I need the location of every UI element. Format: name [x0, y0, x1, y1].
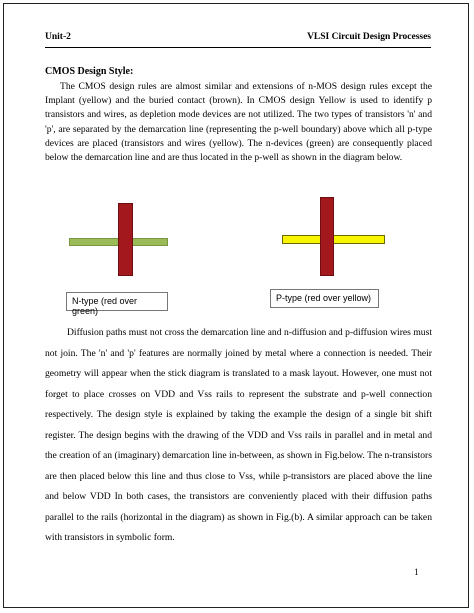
page-number: 1 [414, 567, 419, 577]
n-type-caption: N-type (red over green) [66, 292, 168, 311]
header-course-title: VLSI Circuit Design Processes [307, 32, 431, 42]
paragraph-2: Diffusion paths must not cross the demarcation line and n-diffusion and p-diffusion wires must not join. The 'n' and 'p' features are normally joined by metal where a connection is needed. Their geometry will appear when the stick diagram is translated to a mask layout. However, one must not forget to place crosses on VDD and Vss rails to represent the substrate and p-well connection respectively. The design style is explained by taking the example the design of a single bit shift register. The design begins with the drawing of the VDD and Vss rails in parallel and in metal and the creation of an (imaginary) demarcation line in-between, as shown in Fig.below. The n-transistors are then placed below this line and thus close to Vss, while p-transistors are placed above the line and below VDD In both cases, the transistors are conveniently placed with their diffusion paths parallel to the rails (horizontal in the diagram) as shown in Fig.(b). A similar approach can be taken with transistors in symbolic form. [45, 327, 432, 543]
poly-red-bar-n [118, 203, 133, 276]
paragraph-1: The CMOS design rules are almost similar and extensions of n-MOS design rules except the Implant (yellow) and the buried contact (brown). In CMOS design Yellow is used to identify p transistors and wires, as depletion mode devices are not utilized. The two types of transistors 'n' and 'p', are separated by the demarcation line (representing the p-well boundary) above which all p-type devices are placed (transistors and wires (yellow). The n-devices (green) are consequently placed below the demarcation line and are thus located in the p-well as shown in the diagram below. [45, 81, 432, 164]
page-header [45, 32, 431, 46]
header-unit: Unit-2 [45, 32, 71, 42]
p-type-caption: P-type (red over yellow) [270, 289, 379, 308]
section-title: CMOS Design Style: [45, 66, 134, 77]
poly-red-bar-p [320, 197, 334, 276]
header-rule [45, 47, 431, 48]
